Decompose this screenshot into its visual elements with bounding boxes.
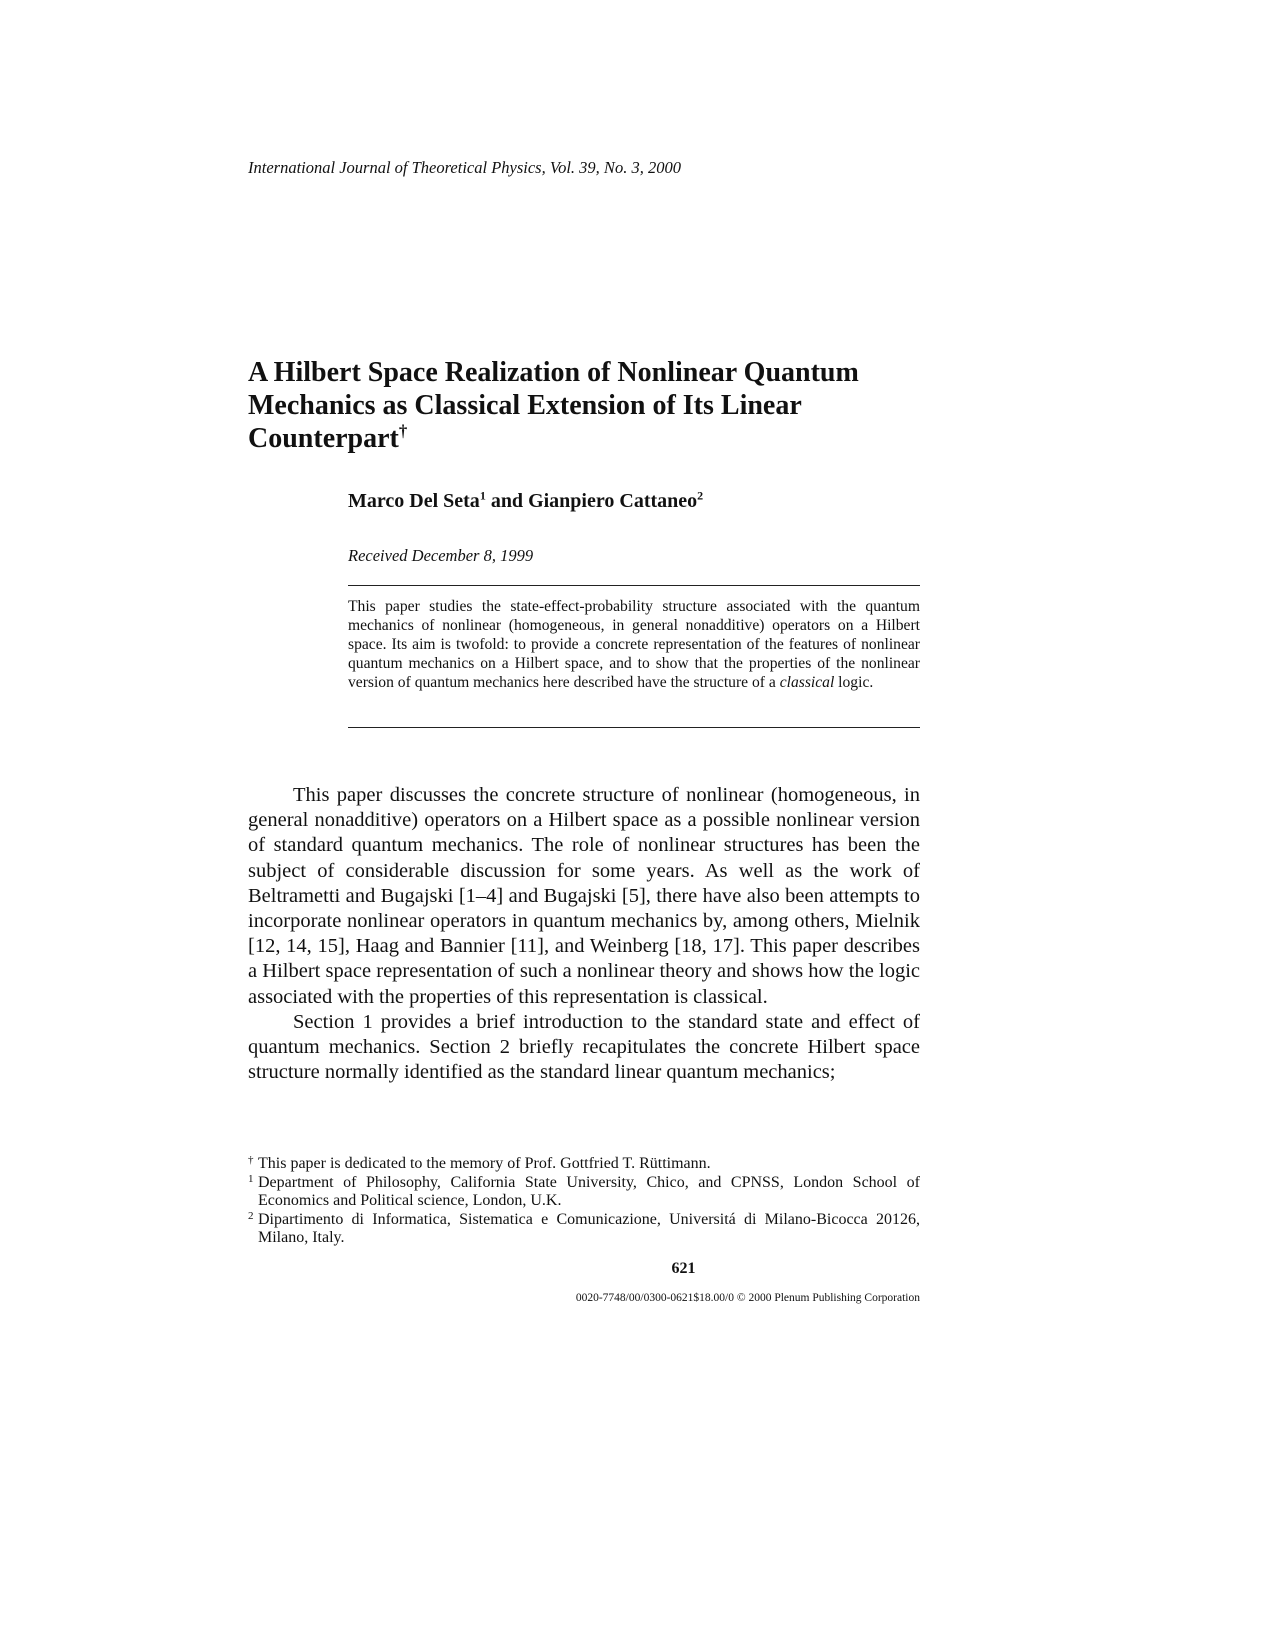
- paper-title-text: A Hilbert Space Realization of Nonlinear Quantum Mechanics as Classical Extension of Its Linear Counterpart: [248, 357, 859, 454]
- footnote-dagger: [248, 1155, 920, 1174]
- abstract-emphasis: classical: [779, 674, 835, 691]
- author-1-mark: 1: [479, 488, 486, 503]
- abstract: [348, 597, 920, 692]
- title-dagger-mark: †: [398, 421, 408, 441]
- author-joiner: and: [485, 490, 529, 512]
- author-2: Gianpiero Cattaneo: [528, 490, 698, 512]
- footnote-2: [248, 1211, 920, 1248]
- page-number: 621: [671, 1260, 696, 1277]
- footnote-mark: †: [248, 1154, 254, 1166]
- received-date: Received December 8, 1999: [348, 546, 534, 565]
- author-1: Marco Del Seta: [348, 490, 480, 512]
- paper-title: [248, 356, 928, 455]
- abstract-text: This paper studies the state-effect-probability structure associated with the quantum mechanics of nonlinear (homogeneous, in general nonadditive) operators on a Hilbert space. Its aim is twofold: to provide a concrete representation of the features of nonlinear quantum mechanics on a Hilbert space, and to show that the properties of the nonlinear version of quantum mechanics here described have the structure of a: [348, 598, 920, 691]
- footnote-text: Dipartimento di Informatica, Sistematica e Comunicazione, Universitá di Milano-Bicocca 20126, Milano, Italy.: [258, 1210, 920, 1246]
- footnotes: [248, 1155, 920, 1248]
- footnote-mark: 2: [248, 1209, 254, 1222]
- journal-citation: International Journal of Theoretical Physics, Vol. 39, No. 3, 2000: [248, 158, 681, 177]
- abstract-end: logic.: [834, 674, 874, 691]
- author-line: [348, 490, 703, 513]
- footnote-text: Department of Philosophy, California State University, Chico, and CPNSS, London School of Economics and Political science, London, U.K.: [258, 1173, 920, 1209]
- body-paragraph-2: Section 1 provides a brief introduction to the standard state and effect of quantum mechanics. Section 2 briefly recapitulates the concrete Hilbert space structure normally identified as the standard linear quantum mechanics;: [248, 1010, 920, 1084]
- body-text: [248, 783, 920, 1085]
- body-paragraph-1: This paper discusses the concrete structure of nonlinear (homogeneous, in general nonadditive) operators on a Hilbert space as a possible nonlinear version of standard quantum mechanics. The role of nonlinear structures has been the subject of considerable discussion for some years. As well as the work of Beltrametti and Bugajski [1–4] and Bugajski [5], there have also been attempts to incorporate nonlinear operators in quantum mechanics by, among others, Mielnik [12, 14, 15], Haag and Bannier [11], and Weinberg [18, 17]. This paper describes a Hilbert space representation of such a nonlinear theory and shows how the logic associated with the properties of this representation is classical.: [248, 784, 920, 1008]
- footnote-text: This paper is dedicated to the memory of Prof. Gottfried T. Rüttimann.: [258, 1155, 711, 1172]
- author-2-mark: 2: [697, 488, 704, 503]
- footnote-mark: 1: [248, 1172, 254, 1185]
- footnote-1: [248, 1174, 920, 1211]
- abstract-bottom-rule: [348, 727, 920, 728]
- abstract-top-rule: [348, 585, 920, 586]
- copyright-line: 0020-7748/00/0300-0621$18.00/0 © 2000 Plenum Publishing Corporation: [575, 1292, 920, 1304]
